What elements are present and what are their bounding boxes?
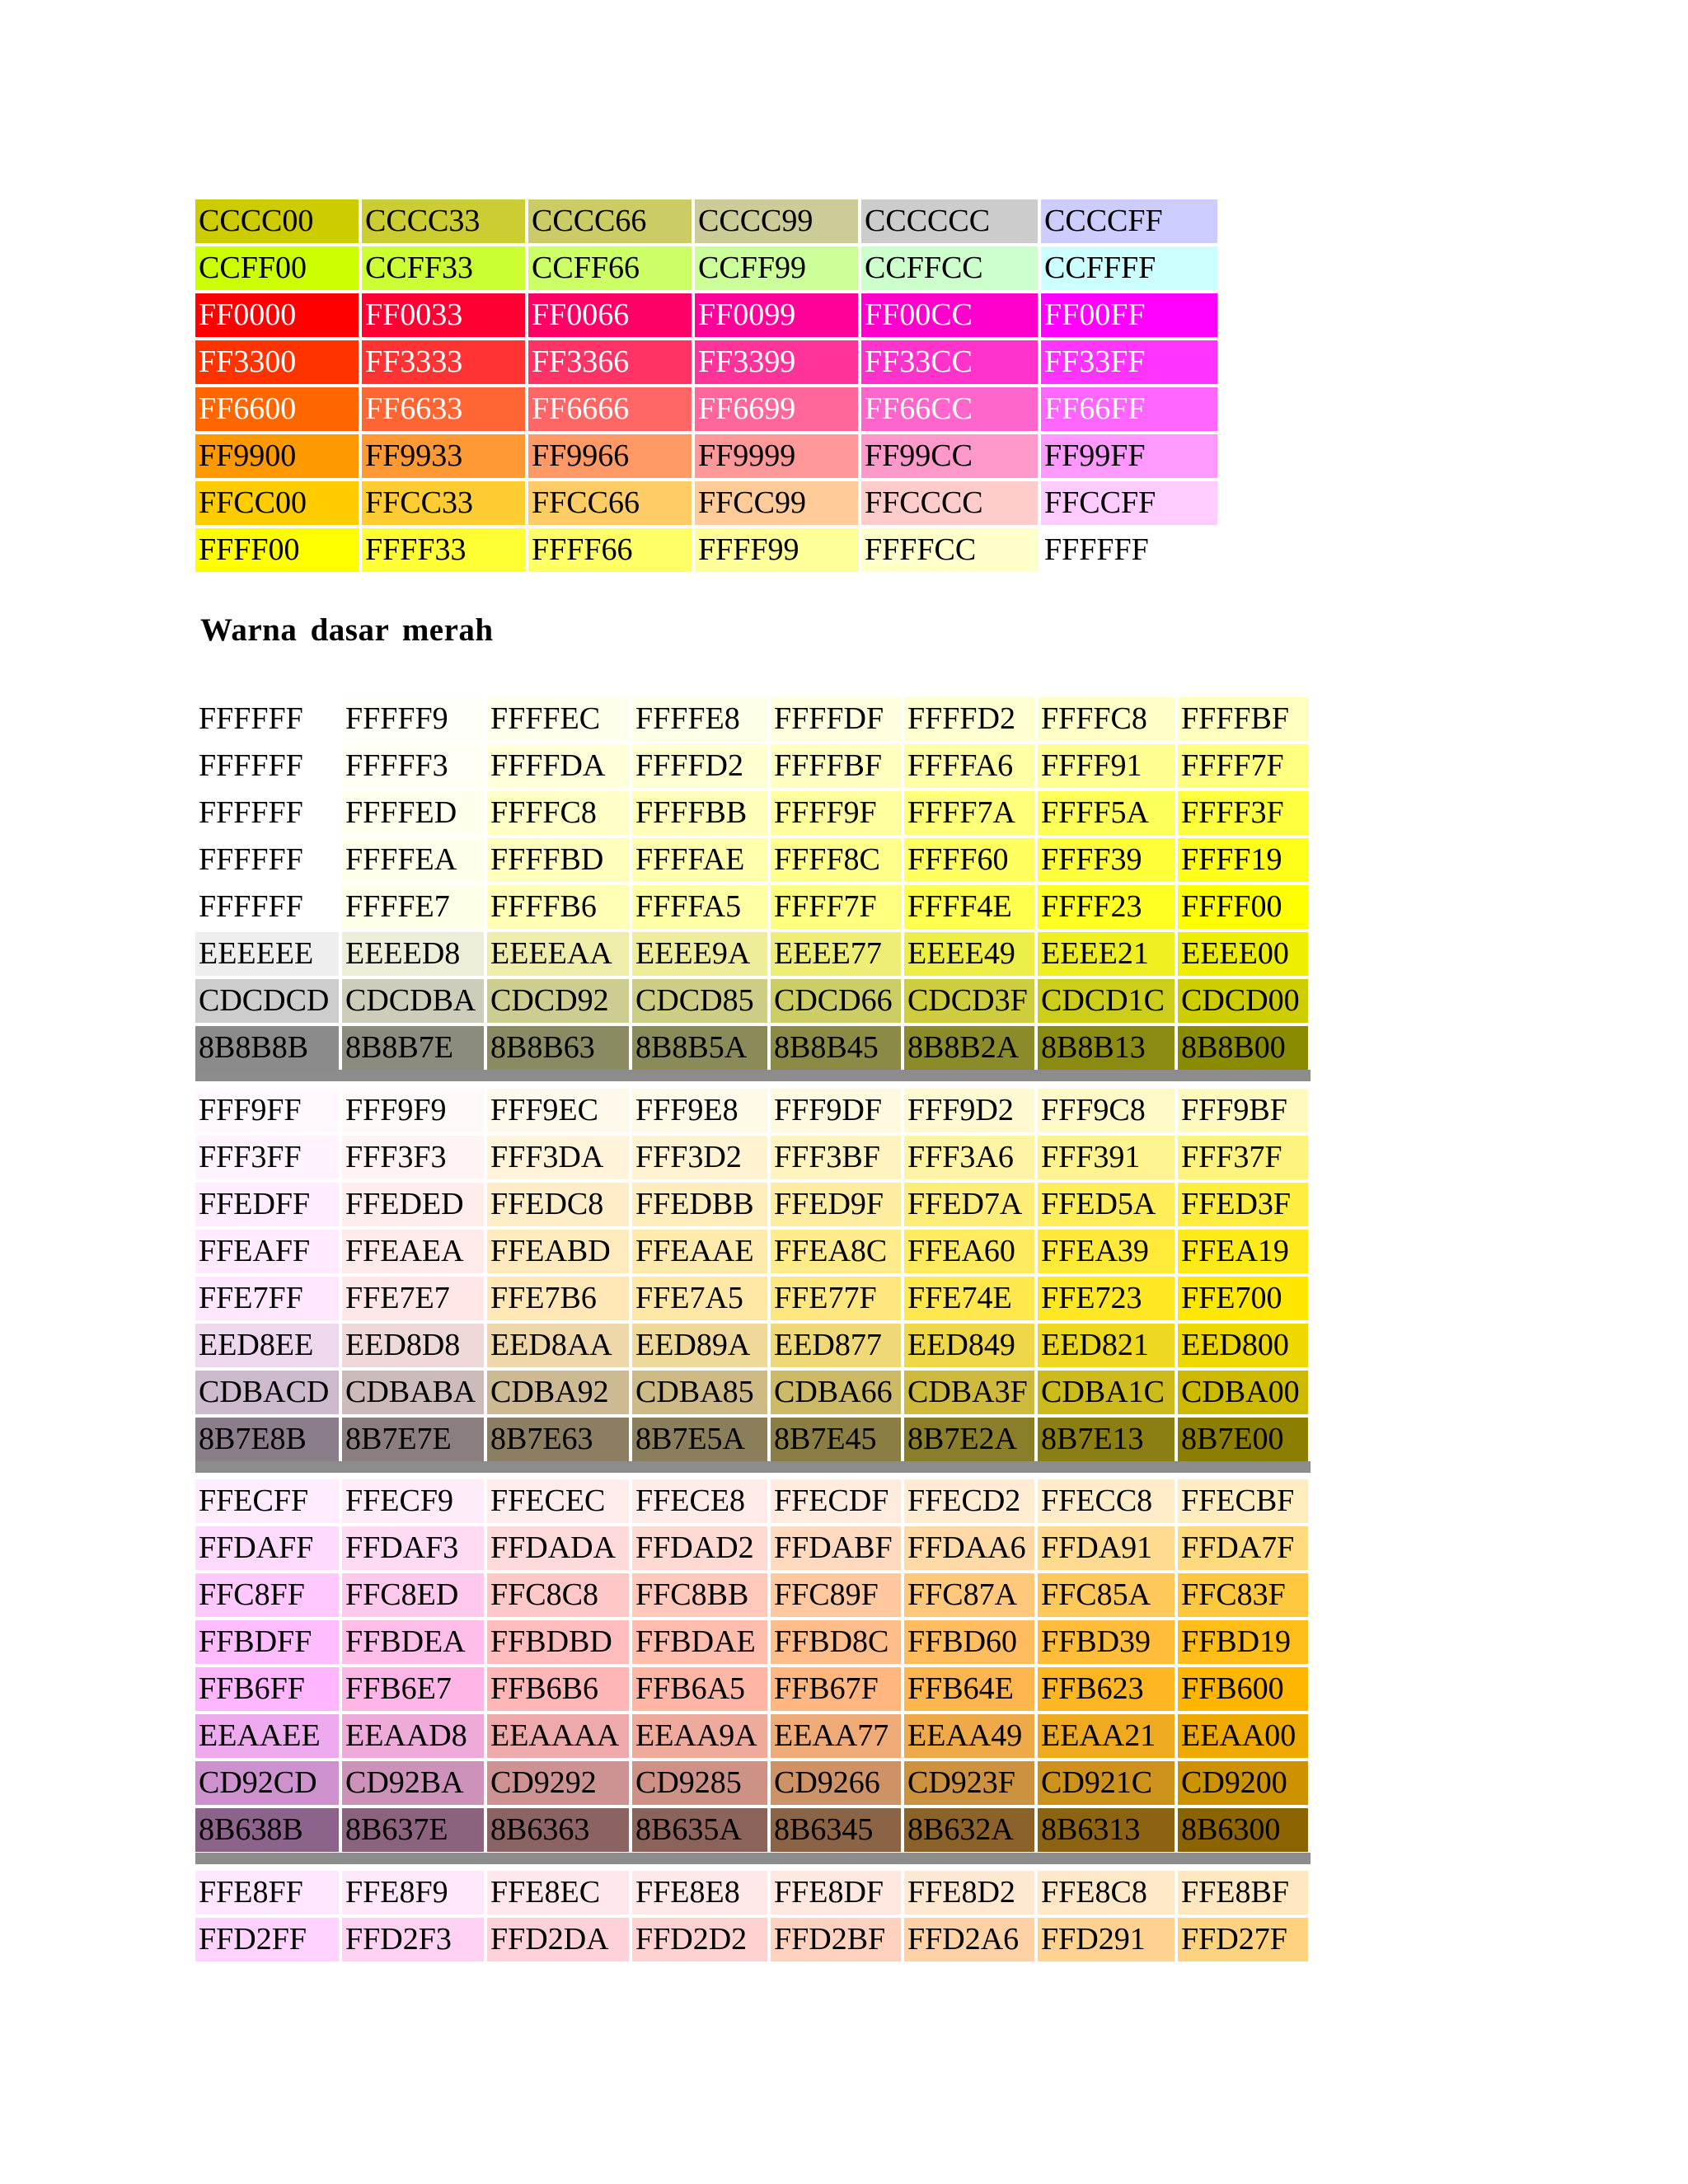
table-row bbox=[195, 528, 1217, 572]
color-cell: FFFF7F bbox=[771, 885, 901, 929]
color-table-block bbox=[192, 1085, 1311, 1465]
color-cell: FFFF33 bbox=[362, 528, 525, 572]
color-cell: EEEE77 bbox=[771, 932, 901, 976]
color-cell: FFF391 bbox=[1038, 1136, 1175, 1179]
color-cell: FFC8ED bbox=[342, 1573, 484, 1617]
color-cell: FFE8C8 bbox=[1038, 1871, 1175, 1915]
color-cell: FFCC33 bbox=[362, 481, 525, 525]
color-cell: CDCD66 bbox=[771, 979, 901, 1023]
color-cell: EEEE9A bbox=[632, 932, 767, 976]
color-cell: FFEDC8 bbox=[487, 1183, 629, 1226]
color-cell: FFE8FF bbox=[195, 1871, 339, 1915]
table-row bbox=[195, 1918, 1308, 1961]
color-cell: FFBDFF bbox=[195, 1620, 339, 1664]
color-cell: FFED3F bbox=[1178, 1183, 1308, 1226]
color-cell: FFD2DA bbox=[487, 1918, 629, 1961]
color-cell: FFFFE8 bbox=[632, 697, 767, 741]
color-cell: FFC8C8 bbox=[487, 1573, 629, 1617]
color-cell: FFDAFF bbox=[195, 1526, 339, 1570]
color-cell: FFBD60 bbox=[904, 1620, 1034, 1664]
color-cell: FF33FF bbox=[1041, 340, 1217, 384]
color-cell: FFD2BF bbox=[771, 1918, 901, 1961]
color-cell: FF9999 bbox=[695, 434, 858, 478]
color-cell: FFB64E bbox=[904, 1667, 1034, 1711]
color-cell: FFF3DA bbox=[487, 1136, 629, 1179]
color-cell: FFED7A bbox=[904, 1183, 1034, 1226]
color-cell: 8B8B00 bbox=[1178, 1026, 1308, 1070]
color-cell: 8B7E7E bbox=[342, 1418, 484, 1461]
color-cell: 8B6363 bbox=[487, 1808, 629, 1852]
color-cell: CCFF00 bbox=[195, 246, 359, 290]
color-cell: FFE723 bbox=[1038, 1277, 1175, 1320]
color-cell: EED877 bbox=[771, 1324, 901, 1367]
color-cell: FFDA7F bbox=[1178, 1526, 1308, 1570]
color-cell: FFE7A5 bbox=[632, 1277, 767, 1320]
block-separator bbox=[195, 1070, 1311, 1081]
color-cell: FFEABD bbox=[487, 1230, 629, 1273]
color-cell: FFE8F9 bbox=[342, 1871, 484, 1915]
color-cell: 8B635A bbox=[632, 1808, 767, 1852]
color-cell: EEAA9A bbox=[632, 1714, 767, 1758]
color-cell: CD921C bbox=[1038, 1761, 1175, 1805]
color-cell: 8B7E5A bbox=[632, 1418, 767, 1461]
color-cell: FF99CC bbox=[861, 434, 1038, 478]
color-cell: EEEE49 bbox=[904, 932, 1034, 976]
table-row bbox=[195, 1371, 1308, 1414]
color-cell: FFECD2 bbox=[904, 1479, 1034, 1523]
color-cell: CDCD92 bbox=[487, 979, 629, 1023]
color-cell: CD923F bbox=[904, 1761, 1034, 1805]
color-table-block bbox=[192, 1476, 1311, 1855]
color-cell: 8B6300 bbox=[1178, 1808, 1308, 1852]
color-cell: FFD291 bbox=[1038, 1918, 1175, 1961]
color-cell: FFFFBD bbox=[487, 838, 629, 882]
color-cell: FFFF91 bbox=[1038, 744, 1175, 788]
color-cell: FFDA91 bbox=[1038, 1526, 1175, 1570]
color-cell: FFBD8C bbox=[771, 1620, 901, 1664]
color-cell: 8B7E00 bbox=[1178, 1418, 1308, 1461]
color-cell: EEAA77 bbox=[771, 1714, 901, 1758]
color-cell: CCFFFF bbox=[1041, 246, 1217, 290]
color-table-block bbox=[192, 694, 1311, 1073]
color-cell: FFD2D2 bbox=[632, 1918, 767, 1961]
color-cell: FFFF23 bbox=[1038, 885, 1175, 929]
color-cell: FFECDF bbox=[771, 1479, 901, 1523]
color-cell: CDCD00 bbox=[1178, 979, 1308, 1023]
color-cell: FFECC8 bbox=[1038, 1479, 1175, 1523]
color-cell: FFD27F bbox=[1178, 1918, 1308, 1961]
color-cell: EED8EE bbox=[195, 1324, 339, 1367]
color-cell: 8B8B7E bbox=[342, 1026, 484, 1070]
color-cell: FFCCFF bbox=[1041, 481, 1217, 525]
color-cell: FFF3FF bbox=[195, 1136, 339, 1179]
color-cell: CCCC99 bbox=[695, 199, 858, 243]
color-cell: FFFFAE bbox=[632, 838, 767, 882]
color-cell: FFC8BB bbox=[632, 1573, 767, 1617]
table-row bbox=[195, 1620, 1308, 1664]
color-cell: CD9266 bbox=[771, 1761, 901, 1805]
color-cell: FFE8E8 bbox=[632, 1871, 767, 1915]
color-cell: FFCC00 bbox=[195, 481, 359, 525]
color-cell: FFFF5A bbox=[1038, 791, 1175, 835]
color-cell: FFFF8C bbox=[771, 838, 901, 882]
color-cell: 8B7E2A bbox=[904, 1418, 1034, 1461]
color-cell: FFF9D2 bbox=[904, 1089, 1034, 1132]
color-cell: FF0099 bbox=[695, 293, 858, 337]
table-row bbox=[195, 697, 1308, 741]
color-table-block bbox=[192, 1868, 1311, 1965]
color-cell: FFEAAE bbox=[632, 1230, 767, 1273]
color-cell: FFFFFF bbox=[195, 791, 339, 835]
table-row bbox=[195, 1026, 1308, 1070]
table-row bbox=[195, 744, 1308, 788]
table-row bbox=[195, 1526, 1308, 1570]
color-cell: FFDAF3 bbox=[342, 1526, 484, 1570]
color-cell: EEAA49 bbox=[904, 1714, 1034, 1758]
color-cell: FFFF4E bbox=[904, 885, 1034, 929]
color-cell: 8B637E bbox=[342, 1808, 484, 1852]
table-row bbox=[195, 434, 1217, 478]
color-cell: FFEA8C bbox=[771, 1230, 901, 1273]
color-cell: FF3399 bbox=[695, 340, 858, 384]
color-cell: CD9200 bbox=[1178, 1761, 1308, 1805]
color-cell: FFC87A bbox=[904, 1573, 1034, 1617]
color-cell: FFE7E7 bbox=[342, 1277, 484, 1320]
color-cell: CDBA00 bbox=[1178, 1371, 1308, 1414]
color-cell: FFEDED bbox=[342, 1183, 484, 1226]
color-cell: CDBABA bbox=[342, 1371, 484, 1414]
color-cell: FFBDAE bbox=[632, 1620, 767, 1664]
color-cell: FFE700 bbox=[1178, 1277, 1308, 1320]
color-cell: FF9966 bbox=[528, 434, 692, 478]
color-cell: EED8AA bbox=[487, 1324, 629, 1367]
color-cell: FFCCCC bbox=[861, 481, 1038, 525]
table-row bbox=[195, 1089, 1308, 1132]
table-row bbox=[195, 1808, 1308, 1852]
color-cell: EED821 bbox=[1038, 1324, 1175, 1367]
color-cell: EED800 bbox=[1178, 1324, 1308, 1367]
color-cell: 8B6313 bbox=[1038, 1808, 1175, 1852]
color-cell: FFF9FF bbox=[195, 1089, 339, 1132]
color-cell: FFEA60 bbox=[904, 1230, 1034, 1273]
color-cell: FFE77F bbox=[771, 1277, 901, 1320]
table-row bbox=[195, 246, 1217, 290]
table-row bbox=[195, 1573, 1308, 1617]
color-cell: FFE7FF bbox=[195, 1277, 339, 1320]
table-row bbox=[195, 1871, 1308, 1915]
color-cell: FFFFA6 bbox=[904, 744, 1034, 788]
color-cell: FF6699 bbox=[695, 387, 858, 431]
color-cell: FF99FF bbox=[1041, 434, 1217, 478]
color-cell: FFFFFF bbox=[195, 697, 339, 741]
color-cell: FFB6A5 bbox=[632, 1667, 767, 1711]
color-cell: FFFFFF bbox=[195, 885, 339, 929]
table-row bbox=[195, 1324, 1308, 1367]
color-cell: FF9933 bbox=[362, 434, 525, 478]
table-row bbox=[195, 1479, 1308, 1523]
color-cell: FFC8FF bbox=[195, 1573, 339, 1617]
color-cell: FFDADA bbox=[487, 1526, 629, 1570]
block-separator bbox=[195, 1853, 1311, 1864]
color-cell: FFECFF bbox=[195, 1479, 339, 1523]
color-cell: FFF3F3 bbox=[342, 1136, 484, 1179]
color-cell: FFFFE7 bbox=[342, 885, 484, 929]
color-cell: FFC85A bbox=[1038, 1573, 1175, 1617]
table-row bbox=[195, 932, 1308, 976]
color-cell: FFFFFF bbox=[1041, 528, 1217, 572]
color-cell: 8B638B bbox=[195, 1808, 339, 1852]
color-cell: FFFFF3 bbox=[342, 744, 484, 788]
color-cell: FFE8BF bbox=[1178, 1871, 1308, 1915]
color-cell: FFE8EC bbox=[487, 1871, 629, 1915]
table-row bbox=[195, 1230, 1308, 1273]
table-row bbox=[195, 791, 1308, 835]
color-cell: CCFF99 bbox=[695, 246, 858, 290]
color-cell: FFFF39 bbox=[1038, 838, 1175, 882]
color-cell: FF9900 bbox=[195, 434, 359, 478]
color-cell: FFFFC8 bbox=[1038, 697, 1175, 741]
color-cell: FFBD19 bbox=[1178, 1620, 1308, 1664]
color-cell: CD9285 bbox=[632, 1761, 767, 1805]
table-row bbox=[195, 481, 1217, 525]
table-row bbox=[195, 979, 1308, 1023]
color-cell: 8B8B13 bbox=[1038, 1026, 1175, 1070]
color-cell: FFF9EC bbox=[487, 1089, 629, 1132]
color-cell: FFFF60 bbox=[904, 838, 1034, 882]
color-cell: FFE8DF bbox=[771, 1871, 901, 1915]
section-heading: Warna dasar merah bbox=[200, 612, 494, 648]
color-cell: FFB600 bbox=[1178, 1667, 1308, 1711]
color-cell: FFFF7F bbox=[1178, 744, 1308, 788]
color-cell: FFEA39 bbox=[1038, 1230, 1175, 1273]
color-cell: FFD2A6 bbox=[904, 1918, 1034, 1961]
color-cell: EEAA21 bbox=[1038, 1714, 1175, 1758]
color-cell: FFFFBF bbox=[1178, 697, 1308, 741]
color-cell: FFF3A6 bbox=[904, 1136, 1034, 1179]
color-cell: CDBACD bbox=[195, 1371, 339, 1414]
color-cell: CCFF66 bbox=[528, 246, 692, 290]
color-cell: 8B7E8B bbox=[195, 1418, 339, 1461]
color-cell: FFB67F bbox=[771, 1667, 901, 1711]
color-cell: FFFFD2 bbox=[632, 744, 767, 788]
color-cell: FFDAA6 bbox=[904, 1526, 1034, 1570]
color-cell: FFB6FF bbox=[195, 1667, 339, 1711]
color-cell: FFEDFF bbox=[195, 1183, 339, 1226]
color-cell: CD92BA bbox=[342, 1761, 484, 1805]
color-cell: FFF9F9 bbox=[342, 1089, 484, 1132]
color-cell: FFC83F bbox=[1178, 1573, 1308, 1617]
color-cell: CDCDCD bbox=[195, 979, 339, 1023]
color-cell: CCCCFF bbox=[1041, 199, 1217, 243]
table-row bbox=[195, 387, 1217, 431]
color-cell: FFBD39 bbox=[1038, 1620, 1175, 1664]
color-cell: 8B8B8B bbox=[195, 1026, 339, 1070]
color-cell: CCFF33 bbox=[362, 246, 525, 290]
color-cell: FFFFED bbox=[342, 791, 484, 835]
color-cell: FFECE8 bbox=[632, 1479, 767, 1523]
color-cell: FFE8D2 bbox=[904, 1871, 1034, 1915]
color-cell: FFD2FF bbox=[195, 1918, 339, 1961]
color-cell: FFDAD2 bbox=[632, 1526, 767, 1570]
table-row bbox=[195, 199, 1217, 243]
color-cell: FFFF00 bbox=[195, 528, 359, 572]
table-row bbox=[195, 1183, 1308, 1226]
color-cell: FFFFEA bbox=[342, 838, 484, 882]
color-cell: CDCD85 bbox=[632, 979, 767, 1023]
color-cell: FFFF3F bbox=[1178, 791, 1308, 835]
color-cell: FF3300 bbox=[195, 340, 359, 384]
color-cell: FFE7B6 bbox=[487, 1277, 629, 1320]
table-row bbox=[195, 1714, 1308, 1758]
table-row bbox=[195, 838, 1308, 882]
color-cell: FF66CC bbox=[861, 387, 1038, 431]
color-cell: FFF9C8 bbox=[1038, 1089, 1175, 1132]
table-row bbox=[195, 1277, 1308, 1320]
top-color-table bbox=[192, 196, 1221, 575]
color-cell: FFFF66 bbox=[528, 528, 692, 572]
color-cell: FFE74E bbox=[904, 1277, 1034, 1320]
color-cell: FFFFC8 bbox=[487, 791, 629, 835]
color-cell: CDCD3F bbox=[904, 979, 1034, 1023]
color-cell: FFFFD2 bbox=[904, 697, 1034, 741]
color-cell: 8B7E13 bbox=[1038, 1418, 1175, 1461]
color-cell: FF6600 bbox=[195, 387, 359, 431]
color-cell: FF0000 bbox=[195, 293, 359, 337]
color-cell: FFEDBB bbox=[632, 1183, 767, 1226]
color-cell: FFF3D2 bbox=[632, 1136, 767, 1179]
color-cell: FF0066 bbox=[528, 293, 692, 337]
color-cell: FFC89F bbox=[771, 1573, 901, 1617]
color-cell: FFECEC bbox=[487, 1479, 629, 1523]
color-cell: FF0033 bbox=[362, 293, 525, 337]
color-cell: FFFF19 bbox=[1178, 838, 1308, 882]
color-cell: FFFFFF bbox=[195, 838, 339, 882]
color-cell: 8B7E63 bbox=[487, 1418, 629, 1461]
table-row bbox=[195, 1667, 1308, 1711]
color-cell: FFFFFF bbox=[195, 744, 339, 788]
color-cell: EEAA00 bbox=[1178, 1714, 1308, 1758]
color-cell: FF6666 bbox=[528, 387, 692, 431]
color-cell: CCCC66 bbox=[528, 199, 692, 243]
color-cell: 8B8B5A bbox=[632, 1026, 767, 1070]
color-cell: FF66FF bbox=[1041, 387, 1217, 431]
color-cell: EED849 bbox=[904, 1324, 1034, 1367]
color-cell: FFFFB6 bbox=[487, 885, 629, 929]
table-row bbox=[195, 1761, 1308, 1805]
table-row bbox=[195, 293, 1217, 337]
color-cell: CDBA92 bbox=[487, 1371, 629, 1414]
color-cell: FFED5A bbox=[1038, 1183, 1175, 1226]
color-cell: CDBA66 bbox=[771, 1371, 901, 1414]
color-cell: FFFFDA bbox=[487, 744, 629, 788]
color-cell: CCFFCC bbox=[861, 246, 1038, 290]
color-cell: FF3333 bbox=[362, 340, 525, 384]
color-cell: FFFFDF bbox=[771, 697, 901, 741]
color-cell: FFED9F bbox=[771, 1183, 901, 1226]
color-cell: FFCC99 bbox=[695, 481, 858, 525]
color-cell: FFFFBF bbox=[771, 744, 901, 788]
color-cell: FFF9E8 bbox=[632, 1089, 767, 1132]
color-cell: FF00FF bbox=[1041, 293, 1217, 337]
color-cell: FFFFEC bbox=[487, 697, 629, 741]
color-cell: CDBA3F bbox=[904, 1371, 1034, 1414]
color-cell: FF33CC bbox=[861, 340, 1038, 384]
color-cell: 8B8B2A bbox=[904, 1026, 1034, 1070]
color-cell: EEAAEE bbox=[195, 1714, 339, 1758]
color-cell: 8B8B63 bbox=[487, 1026, 629, 1070]
table-row bbox=[195, 1418, 1308, 1461]
color-cell: FFB6E7 bbox=[342, 1667, 484, 1711]
color-cell: FFFF7A bbox=[904, 791, 1034, 835]
color-cell: FFCC66 bbox=[528, 481, 692, 525]
color-cell: FFF37F bbox=[1178, 1136, 1308, 1179]
color-cell: FFB623 bbox=[1038, 1667, 1175, 1711]
color-cell: FFD2F3 bbox=[342, 1918, 484, 1961]
color-cell: FFB6B6 bbox=[487, 1667, 629, 1711]
color-cell: FFEAEA bbox=[342, 1230, 484, 1273]
color-cell: EED89A bbox=[632, 1324, 767, 1367]
color-cell: 8B6345 bbox=[771, 1808, 901, 1852]
color-cell: CDBA85 bbox=[632, 1371, 767, 1414]
color-cell: EEAAD8 bbox=[342, 1714, 484, 1758]
color-cell: 8B7E45 bbox=[771, 1418, 901, 1461]
color-cell: FFF3BF bbox=[771, 1136, 901, 1179]
color-cell: FFFF00 bbox=[1178, 885, 1308, 929]
color-cell: CCCC00 bbox=[195, 199, 359, 243]
color-cell: CCCCCC bbox=[861, 199, 1038, 243]
color-cell: CCCC33 bbox=[362, 199, 525, 243]
color-cell: FFF9BF bbox=[1178, 1089, 1308, 1132]
color-cell: EEEEAA bbox=[487, 932, 629, 976]
color-cell: FFEAFF bbox=[195, 1230, 339, 1273]
color-cell: EEEED8 bbox=[342, 932, 484, 976]
color-cell: FFFFF9 bbox=[342, 697, 484, 741]
color-cell: 8B632A bbox=[904, 1808, 1034, 1852]
block-separator bbox=[195, 1461, 1311, 1473]
color-cell: FFECBF bbox=[1178, 1479, 1308, 1523]
color-cell: FFFF99 bbox=[695, 528, 858, 572]
color-cell: FFF9DF bbox=[771, 1089, 901, 1132]
color-cell: FFFFCC bbox=[861, 528, 1038, 572]
table-row bbox=[195, 885, 1308, 929]
color-cell: CD9292 bbox=[487, 1761, 629, 1805]
color-cell: CDCDBA bbox=[342, 979, 484, 1023]
color-cell: FFBDBD bbox=[487, 1620, 629, 1664]
color-cell: EED8D8 bbox=[342, 1324, 484, 1367]
color-cell: FFEA19 bbox=[1178, 1230, 1308, 1273]
color-cell: FFFFBB bbox=[632, 791, 767, 835]
color-cell: EEEE00 bbox=[1178, 932, 1308, 976]
color-cell: FF3366 bbox=[528, 340, 692, 384]
color-cell: FFECF9 bbox=[342, 1479, 484, 1523]
color-cell: FFFFA5 bbox=[632, 885, 767, 929]
color-cell: FFDABF bbox=[771, 1526, 901, 1570]
color-cell: CD92CD bbox=[195, 1761, 339, 1805]
color-cell: 8B8B45 bbox=[771, 1026, 901, 1070]
color-cell: FF00CC bbox=[861, 293, 1038, 337]
color-cell: CDCD1C bbox=[1038, 979, 1175, 1023]
color-cell: EEAAAA bbox=[487, 1714, 629, 1758]
color-cell: FF6633 bbox=[362, 387, 525, 431]
color-cell: FFFF9F bbox=[771, 791, 901, 835]
table-row bbox=[195, 340, 1217, 384]
color-cell: CDBA1C bbox=[1038, 1371, 1175, 1414]
color-cell: EEEE21 bbox=[1038, 932, 1175, 976]
table-row bbox=[195, 1136, 1308, 1179]
color-cell: EEEEEE bbox=[195, 932, 339, 976]
color-cell: FFBDEA bbox=[342, 1620, 484, 1664]
